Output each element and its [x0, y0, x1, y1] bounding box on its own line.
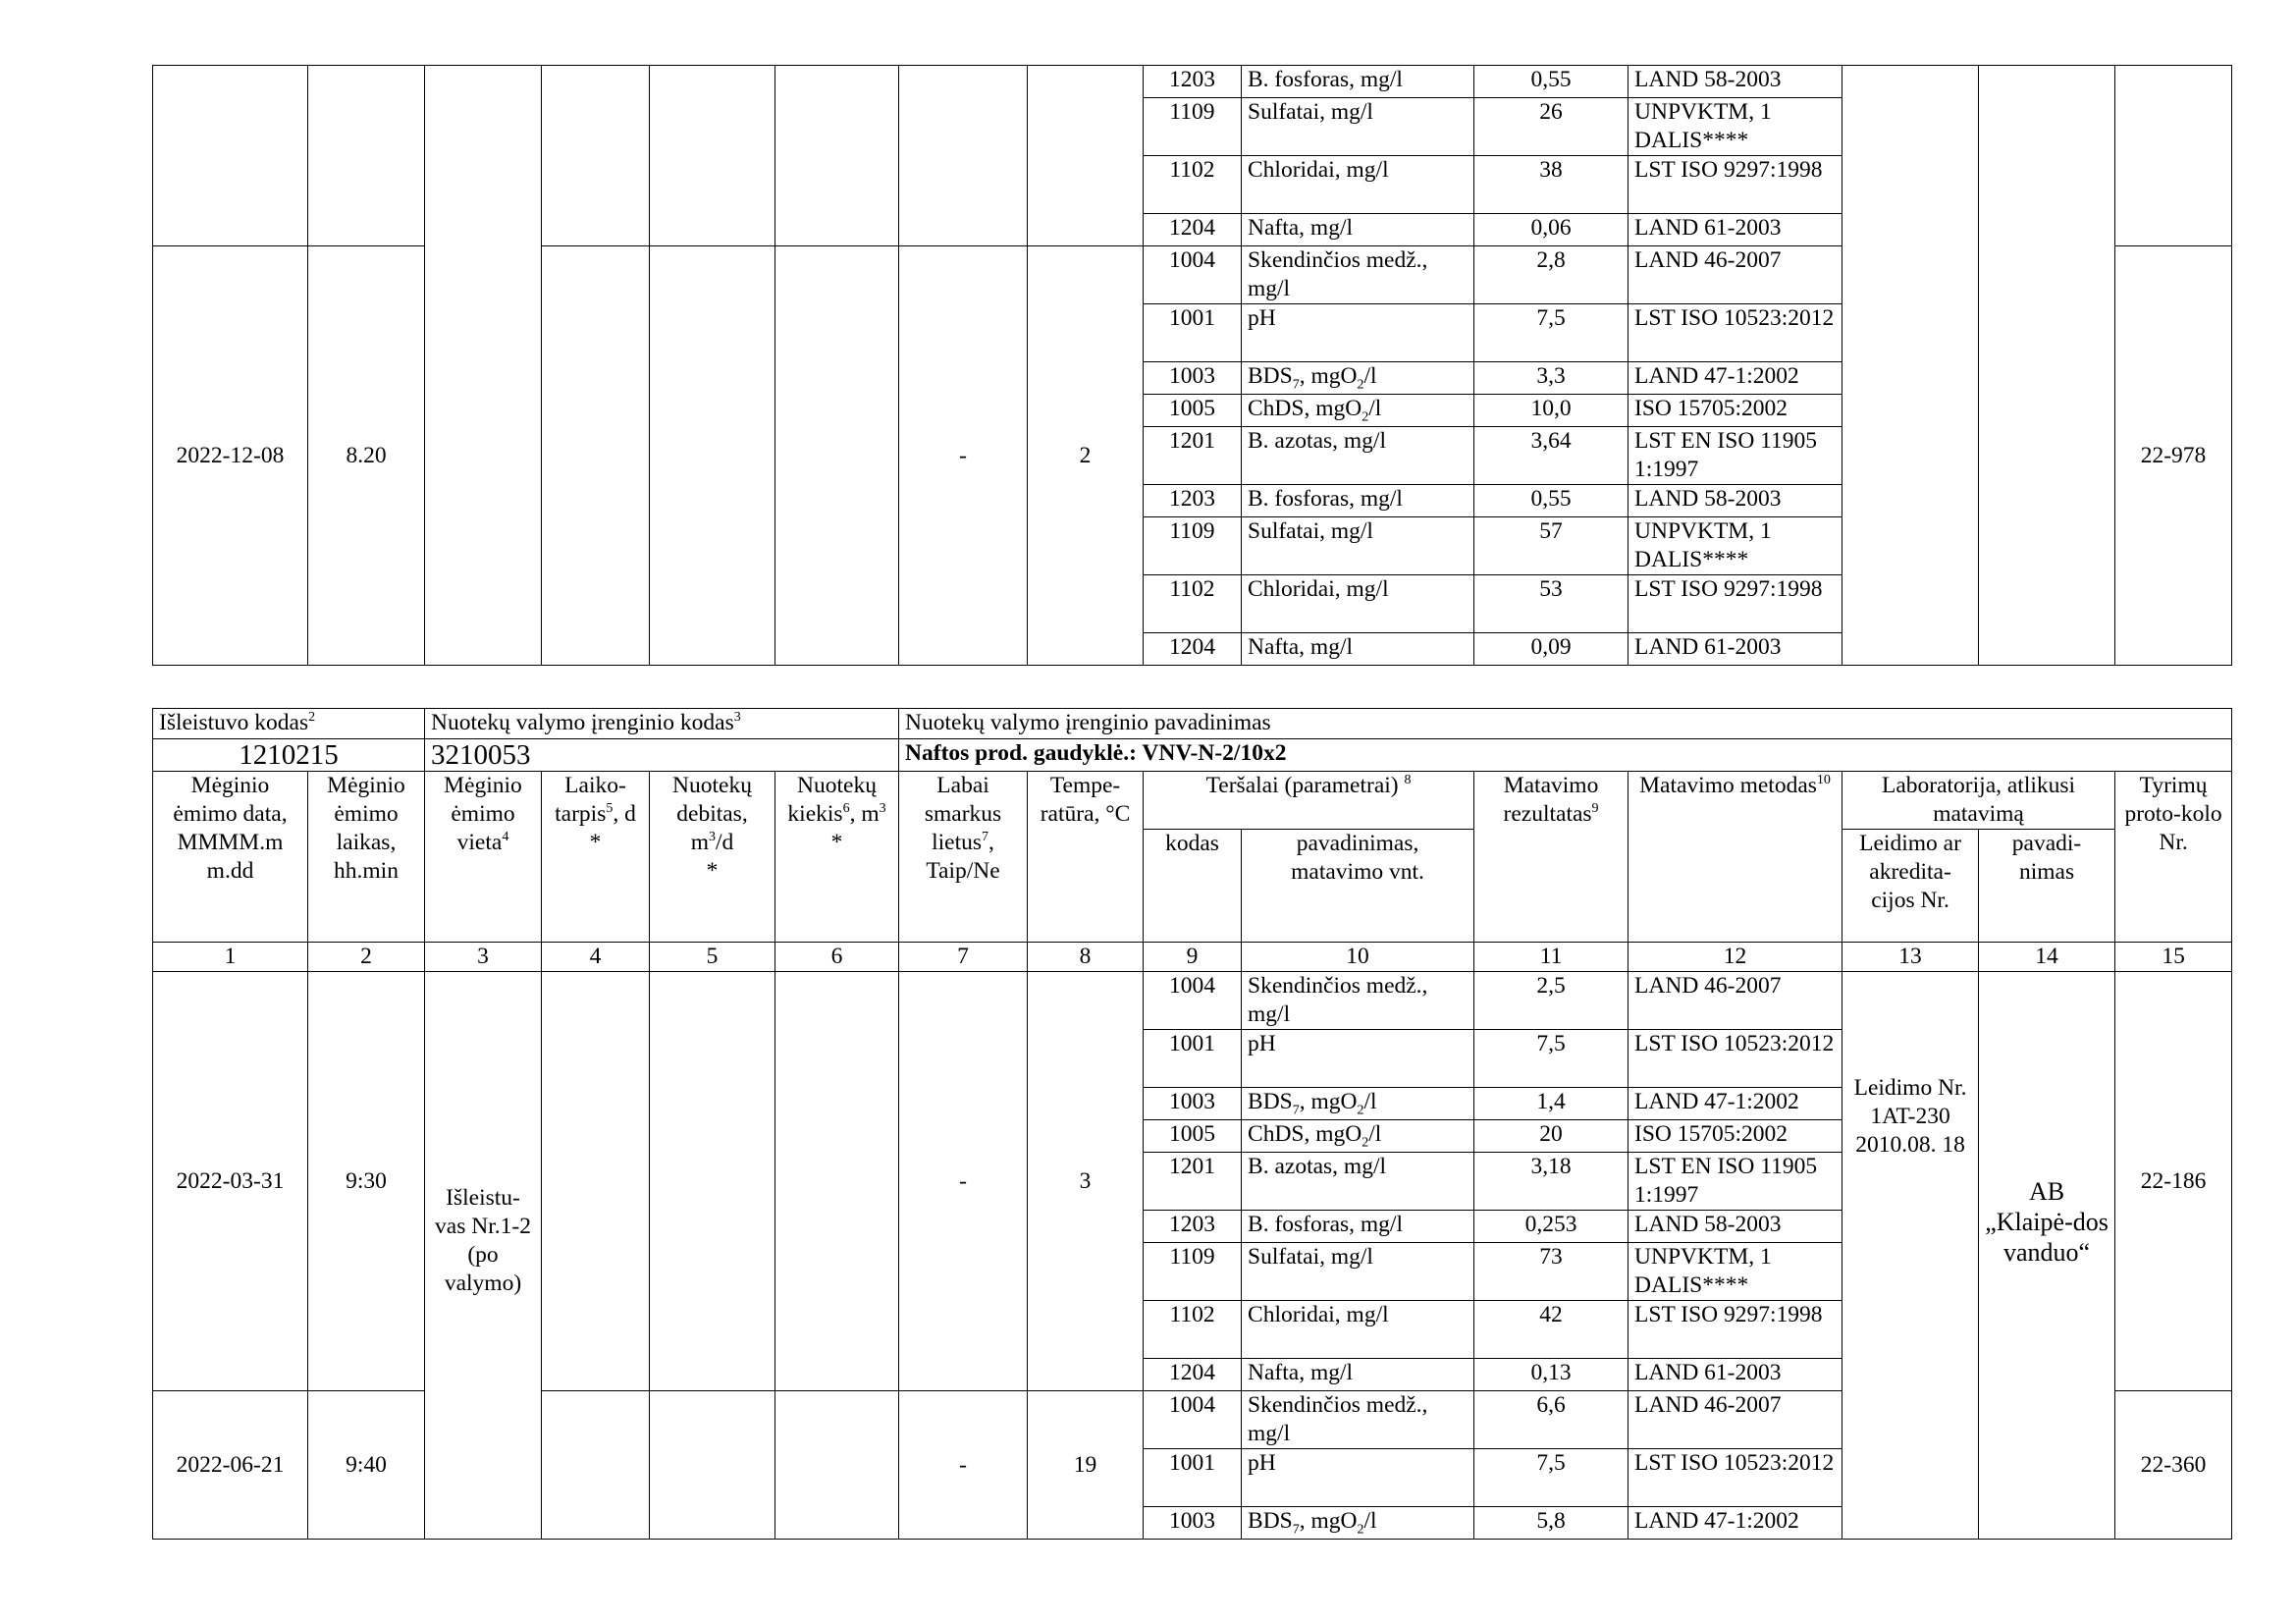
volume-cell — [775, 246, 899, 666]
outlet-code-label: Išleistuvo kodas$^2$ — [153, 709, 425, 739]
column-number: 13 — [1842, 943, 1979, 972]
param-code: 1102 — [1144, 156, 1242, 214]
param-code: 1001 — [1144, 1030, 1242, 1088]
param-code: 1109 — [1144, 1243, 1242, 1301]
col-header-temperature: Tempe-ratūra, °C — [1028, 772, 1144, 943]
param-result: 26 — [1474, 98, 1629, 156]
column-number: 8 — [1028, 943, 1144, 972]
param-name-part: , mgO — [1299, 1089, 1358, 1114]
param-code: 1003 — [1144, 362, 1242, 395]
column-number: 11 — [1474, 943, 1629, 972]
param-result: 7,5 — [1474, 304, 1629, 362]
interval-cell — [542, 972, 650, 1391]
param-method: ISO 15705:2002 — [1629, 1120, 1842, 1153]
col-header-code: kodas — [1144, 830, 1242, 943]
param-name: pH — [1242, 1030, 1474, 1088]
param-name-part: /l — [1363, 1089, 1377, 1114]
param-method: LAND 61-2003 — [1629, 214, 1842, 246]
param-method: LAND 47-1:2002 — [1629, 1088, 1842, 1120]
param-code: 1102 — [1144, 1301, 1242, 1359]
lab-permit: Leidimo Nr. 1AT-230 2010.08. 18 — [1842, 972, 1979, 1540]
protocol-number: 22-978 — [2115, 246, 2232, 666]
param-code: 1204 — [1144, 214, 1242, 246]
sample-location: Išleistu-vas Nr.1-2 (po valymo) — [425, 972, 542, 1540]
param-name-subscript: 2 — [1362, 1135, 1369, 1151]
temperature: 19 — [1028, 1391, 1144, 1540]
param-method: LST EN ISO 11905 1:1997 — [1629, 1153, 1842, 1211]
param-result: 1,4 — [1474, 1088, 1629, 1120]
param-code: 1203 — [1144, 1211, 1242, 1243]
column-number: 5 — [650, 943, 775, 972]
flow-cell — [650, 246, 775, 666]
param-name: B. fosforas, mg/l — [1242, 1211, 1474, 1243]
results-table-outlet — [152, 708, 2232, 1540]
param-code: 1201 — [1144, 1153, 1242, 1211]
lab-permit-cell — [1842, 66, 1979, 666]
col-header-rain: Labai smarkus lietus$^7$, Taip/Ne — [899, 772, 1028, 943]
param-name-part: /l — [1368, 1121, 1382, 1147]
param-result: 0,55 — [1474, 485, 1629, 517]
lab-name: AB „Klaipė-dos vanduo“ — [1979, 972, 2115, 1540]
param-method: LAND 46-2007 — [1629, 972, 1842, 1030]
location-cell — [425, 66, 542, 666]
param-name: Skendinčios medž., mg/l — [1242, 972, 1474, 1030]
param-method: ISO 15705:2002 — [1629, 395, 1842, 427]
col-header-time: Mėginio ėmimo laikas, hh.min — [308, 772, 425, 943]
param-method: LAND 46-2007 — [1629, 1391, 1842, 1449]
param-code: 1001 — [1144, 1449, 1242, 1507]
interval-cell — [542, 1391, 650, 1540]
col-header-interval: Laiko-tarpis$^5$, d * — [542, 772, 650, 943]
sample-date: 2022-06-21 — [153, 1391, 308, 1540]
rain-cell — [899, 66, 1028, 246]
param-result: 53 — [1474, 575, 1629, 633]
sample-time: 8.20 — [308, 246, 425, 666]
param-name: Nafta, mg/l — [1242, 633, 1474, 666]
param-method: LAND 58-2003 — [1629, 1211, 1842, 1243]
outlet-code: 1210215 — [153, 739, 425, 772]
volume-cell — [775, 66, 899, 246]
param-method: UNPVKTM, 1 DALIS**** — [1629, 1243, 1842, 1301]
results-table-continued — [152, 65, 2232, 666]
column-number: 4 — [542, 943, 650, 972]
param-name-part: BDS — [1248, 363, 1293, 389]
param-code: 1109 — [1144, 517, 1242, 575]
param-result: 2,8 — [1474, 246, 1629, 304]
param-result: 20 — [1474, 1120, 1629, 1153]
param-name: Nafta, mg/l — [1242, 214, 1474, 246]
param-result: 38 — [1474, 156, 1629, 214]
param-name: pH — [1242, 304, 1474, 362]
param-code: 1001 — [1144, 304, 1242, 362]
param-name-part: ChDS, mgO — [1248, 396, 1362, 421]
protocol-number: 22-186 — [2115, 972, 2232, 1391]
sample-date: 2022-12-08 — [153, 246, 308, 666]
param-name-part: /l — [1368, 396, 1382, 421]
lab-name-cell — [1979, 66, 2115, 666]
sample-date: 2022-03-31 — [153, 972, 308, 1391]
param-name: B. azotas, mg/l — [1242, 427, 1474, 485]
param-result: 3,18 — [1474, 1153, 1629, 1211]
param-code: 1204 — [1144, 1359, 1242, 1391]
param-method: LST ISO 9297:1998 — [1629, 1301, 1842, 1359]
param-name-part: , mgO — [1299, 363, 1358, 389]
param-name — [1242, 1120, 1474, 1153]
param-result: 0,06 — [1474, 214, 1629, 246]
param-name — [1242, 1507, 1474, 1540]
heavy-rain: - — [899, 1391, 1028, 1540]
time-cell — [308, 66, 425, 246]
temp-cell — [1028, 66, 1144, 246]
param-result: 73 — [1474, 1243, 1629, 1301]
col-header-volume: Nuotekų kiekis$^6$, $m^3$ * — [775, 772, 899, 943]
device-name-label: Nuotekų valymo įrenginio pavadinimas — [899, 709, 2232, 739]
param-code: 1102 — [1144, 575, 1242, 633]
param-code: 1004 — [1144, 246, 1242, 304]
column-number: 1 — [153, 943, 308, 972]
volume-cell — [775, 972, 899, 1391]
col-header-protocol: Tyrimų proto-kolo Nr. — [2115, 772, 2232, 943]
sample-time: 9:40 — [308, 1391, 425, 1540]
param-name-part: /l — [1363, 363, 1377, 389]
flow-cell — [650, 1391, 775, 1540]
col-header-laboratory: Laboratorija, atlikusi matavimą — [1842, 772, 2115, 830]
protocol-number: 22-360 — [2115, 1391, 2232, 1540]
col-header-method: Matavimo metodas$^{10}$ — [1629, 772, 1842, 943]
param-code: 1005 — [1144, 395, 1242, 427]
col-header-pollutants: Teršalai (parametrai) $^8$ — [1144, 772, 1474, 830]
param-result: 2,5 — [1474, 972, 1629, 1030]
param-method: LST ISO 10523:2012 — [1629, 1030, 1842, 1088]
param-method: LAND 61-2003 — [1629, 1359, 1842, 1391]
sample-time: 9:30 — [308, 972, 425, 1391]
param-result: 0,13 — [1474, 1359, 1629, 1391]
heavy-rain: - — [899, 246, 1028, 666]
param-name-subscript: 7 — [1292, 377, 1300, 393]
param-name: Skendinčios medž., mg/l — [1242, 246, 1474, 304]
protocol-cell — [2115, 66, 2232, 246]
param-name-subscript: 7 — [1292, 1522, 1300, 1538]
param-method: LST ISO 9297:1998 — [1629, 575, 1842, 633]
param-result: 42 — [1474, 1301, 1629, 1359]
column-number: 7 — [899, 943, 1028, 972]
param-name: Skendinčios medž., mg/l — [1242, 1391, 1474, 1449]
param-code: 1204 — [1144, 633, 1242, 666]
param-code: 1003 — [1144, 1507, 1242, 1540]
param-method: LST EN ISO 11905 1:1997 — [1629, 427, 1842, 485]
param-name: Chloridai, mg/l — [1242, 1301, 1474, 1359]
col-header-flow: Nuotekų debitas, $m^3/d$ * — [650, 772, 775, 943]
column-number: 9 — [1144, 943, 1242, 972]
param-result: 0,09 — [1474, 633, 1629, 666]
param-name — [1242, 1088, 1474, 1120]
param-name-part: BDS — [1248, 1508, 1293, 1534]
param-code: 1003 — [1144, 1088, 1242, 1120]
param-method: LAND 46-2007 — [1629, 246, 1842, 304]
device-code: 3210053 — [425, 739, 899, 772]
param-result: 3,64 — [1474, 427, 1629, 485]
device-name: Naftos prod. gaudyklė.: VNV-N-2/10x2 — [899, 739, 2232, 772]
param-name: Chloridai, mg/l — [1242, 575, 1474, 633]
param-code: 1201 — [1144, 427, 1242, 485]
param-name: Nafta, mg/l — [1242, 1359, 1474, 1391]
param-name — [1242, 362, 1474, 395]
temperature: 2 — [1028, 246, 1144, 666]
param-code: 1005 — [1144, 1120, 1242, 1153]
temperature: 3 — [1028, 972, 1144, 1391]
column-number: 15 — [2115, 943, 2232, 972]
date-cell — [153, 66, 308, 246]
param-name: B. fosforas, mg/l — [1242, 66, 1474, 98]
col-header-param-name: pavadinimas, matavimo vnt. — [1242, 830, 1474, 943]
param-name-part: , mgO — [1299, 1508, 1358, 1534]
heavy-rain: - — [899, 972, 1028, 1391]
param-name — [1242, 395, 1474, 427]
param-result: 3,3 — [1474, 362, 1629, 395]
param-result: 7,5 — [1474, 1449, 1629, 1507]
column-number: 10 — [1242, 943, 1474, 972]
param-method: LST ISO 10523:2012 — [1629, 1449, 1842, 1507]
param-name: Sulfatai, mg/l — [1242, 1243, 1474, 1301]
param-method: UNPVKTM, 1 DALIS**** — [1629, 517, 1842, 575]
param-name-subscript: 7 — [1292, 1103, 1300, 1118]
param-name-subscript: 2 — [1357, 1103, 1364, 1118]
param-name: B. azotas, mg/l — [1242, 1153, 1474, 1211]
interval-cell — [542, 246, 650, 666]
param-code: 1004 — [1144, 1391, 1242, 1449]
param-name-part: BDS — [1248, 1089, 1293, 1114]
col-header-permit: Leidimo ar akredita-cijos Nr. — [1842, 830, 1979, 943]
param-name: B. fosforas, mg/l — [1242, 485, 1474, 517]
param-name: Sulfatai, mg/l — [1242, 98, 1474, 156]
param-result: 57 — [1474, 517, 1629, 575]
device-code-label: Nuotekų valymo įrenginio kodas$^3$ — [425, 709, 899, 739]
param-method: LST ISO 10523:2012 — [1629, 304, 1842, 362]
param-method: LAND 58-2003 — [1629, 485, 1842, 517]
column-number: 12 — [1629, 943, 1842, 972]
param-method: LAND 58-2003 — [1629, 66, 1842, 98]
column-number: 14 — [1979, 943, 2115, 972]
param-name: Chloridai, mg/l — [1242, 156, 1474, 214]
param-code: 1004 — [1144, 972, 1242, 1030]
param-code: 1203 — [1144, 485, 1242, 517]
param-method: LAND 47-1:2002 — [1629, 1507, 1842, 1540]
flow-cell — [650, 66, 775, 246]
param-code: 1109 — [1144, 98, 1242, 156]
param-name-part: ChDS, mgO — [1248, 1121, 1362, 1147]
param-method: LAND 61-2003 — [1629, 633, 1842, 666]
col-header-date: Mėginio ėmimo data, MMMM.m m.dd — [153, 772, 308, 943]
param-result: 10,0 — [1474, 395, 1629, 427]
column-number: 6 — [775, 943, 899, 972]
col-header-lab-name: pavadi-nimas — [1979, 830, 2115, 943]
param-result: 6,6 — [1474, 1391, 1629, 1449]
column-number: 3 — [425, 943, 542, 972]
param-name: pH — [1242, 1449, 1474, 1507]
param-result: 5,8 — [1474, 1507, 1629, 1540]
param-method: LST ISO 9297:1998 — [1629, 156, 1842, 214]
param-name-part: /l — [1363, 1508, 1377, 1534]
param-method: LAND 47-1:2002 — [1629, 362, 1842, 395]
col-header-location: Mėginio ėmimo vieta$^4$ — [425, 772, 542, 943]
param-result: 0,55 — [1474, 66, 1629, 98]
param-method: UNPVKTM, 1 DALIS**** — [1629, 98, 1842, 156]
param-result: 0,253 — [1474, 1211, 1629, 1243]
col-header-result: Matavimo rezultatas$^9$ — [1474, 772, 1629, 943]
param-name-subscript: 2 — [1362, 409, 1369, 425]
param-name: Sulfatai, mg/l — [1242, 517, 1474, 575]
param-name-subscript: 2 — [1357, 1522, 1364, 1538]
param-name-subscript: 2 — [1357, 377, 1364, 393]
param-result: 7,5 — [1474, 1030, 1629, 1088]
param-code: 1203 — [1144, 66, 1242, 98]
column-number: 2 — [308, 943, 425, 972]
volume-cell — [775, 1391, 899, 1540]
interval-cell — [542, 66, 650, 246]
flow-cell — [650, 972, 775, 1391]
